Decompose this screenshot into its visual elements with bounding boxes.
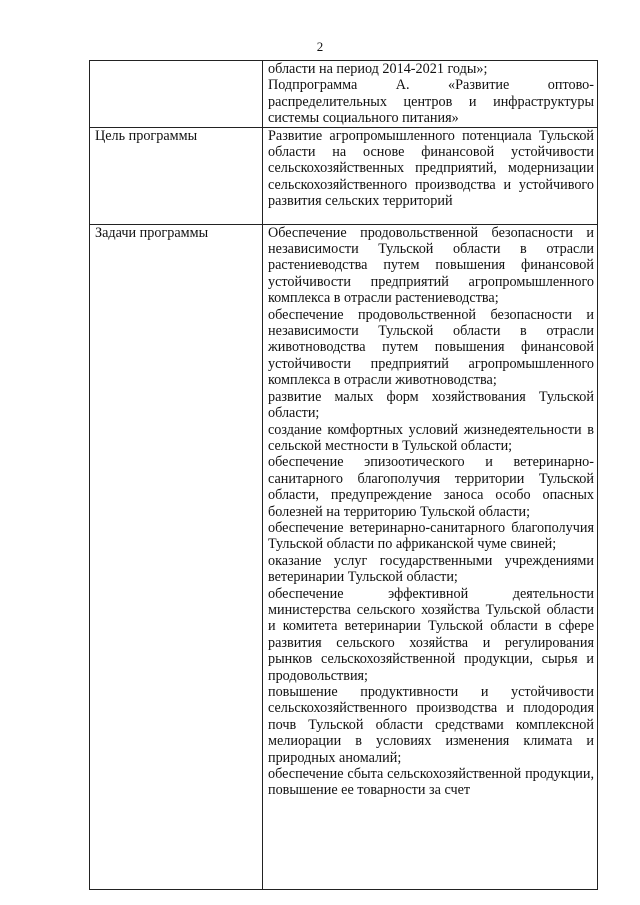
content-paragraph: области на период 2014-2021 годы»; — [268, 61, 488, 77]
row-label-program-goal: Цель программы — [90, 127, 263, 224]
row-label-program-tasks: Задачи программы — [90, 224, 263, 889]
content-paragraph: обеспечение сбыта сельскохозяйственной продукции, повышение ее товарности за счет — [268, 766, 594, 799]
row-content-program-goal — [263, 127, 598, 224]
row-label-empty — [90, 61, 263, 128]
row-content-program-tasks — [263, 224, 598, 889]
content-paragraph: обеспечение эпизоотического и ветеринарно-санитарного благополучия территории Тульской области, предупреждение заноса особо опасных болезней на территорию Тульской области; — [268, 454, 594, 520]
content-paragraph: повышение продуктивности и устойчивости сельскохозяйственного производства и плодородия почв Тульской области средствами комплексной мелиорации в условиях изменения климата и природных аномалий; — [268, 684, 594, 766]
program-passport-table — [89, 60, 598, 890]
row-content-subprograms — [263, 61, 598, 128]
content-paragraph: обеспечение эффективной деятельности министерства сельского хозяйства Тульской области и комитета ветеринарии Тульской области в сфере развития сельского хозяйства и регулирования рынков сельскохозяйственной продукции, сырья и продовольствия; — [268, 585, 594, 684]
page-number: 2 — [316, 39, 324, 54]
content-paragraph: обеспечение ветеринарно-санитарного благополучия Тульской области по африканской чуме свиней; — [268, 519, 594, 553]
content-paragraph: Обеспечение продовольственной безопасности и независимости Тульской области в отрасли растениеводства путем повышения финансовой устойчивости предприятий агропромышленного комплекса в отрасли растениеводства; — [268, 224, 594, 307]
content-paragraph: обеспечение продовольственной безопасности и независимости Тульской области в отрасли животноводства путем повышения финансовой устойчивости предприятий агропромышленного комплекса в отрасли животноводства; — [268, 306, 594, 389]
table-row-program-goal — [90, 127, 598, 224]
content-paragraph: Развитие агропромышленного потенциала Тульской области на основе финансовой устойчивости сельскохозяйственных предприятий, модернизации сельскохозяйственного производства и устойчивого развития сельских территорий — [268, 127, 594, 210]
content-paragraph: развитие малых форм хозяйствования Тульской области; — [268, 388, 594, 422]
content-paragraph: Подпрограмма А. «Развитие оптово-распределительных центров и инфраструктуры системы социального питания» — [268, 77, 594, 127]
table-row-continuation — [90, 61, 598, 128]
content-paragraph: создание комфортных условий жизнедеятельности в сельской местности в Тульской области; — [268, 421, 594, 454]
table-row-program-tasks — [90, 224, 598, 889]
content-paragraph: оказание услуг государственными учреждениями ветеринарии Тульской области; — [268, 552, 594, 586]
